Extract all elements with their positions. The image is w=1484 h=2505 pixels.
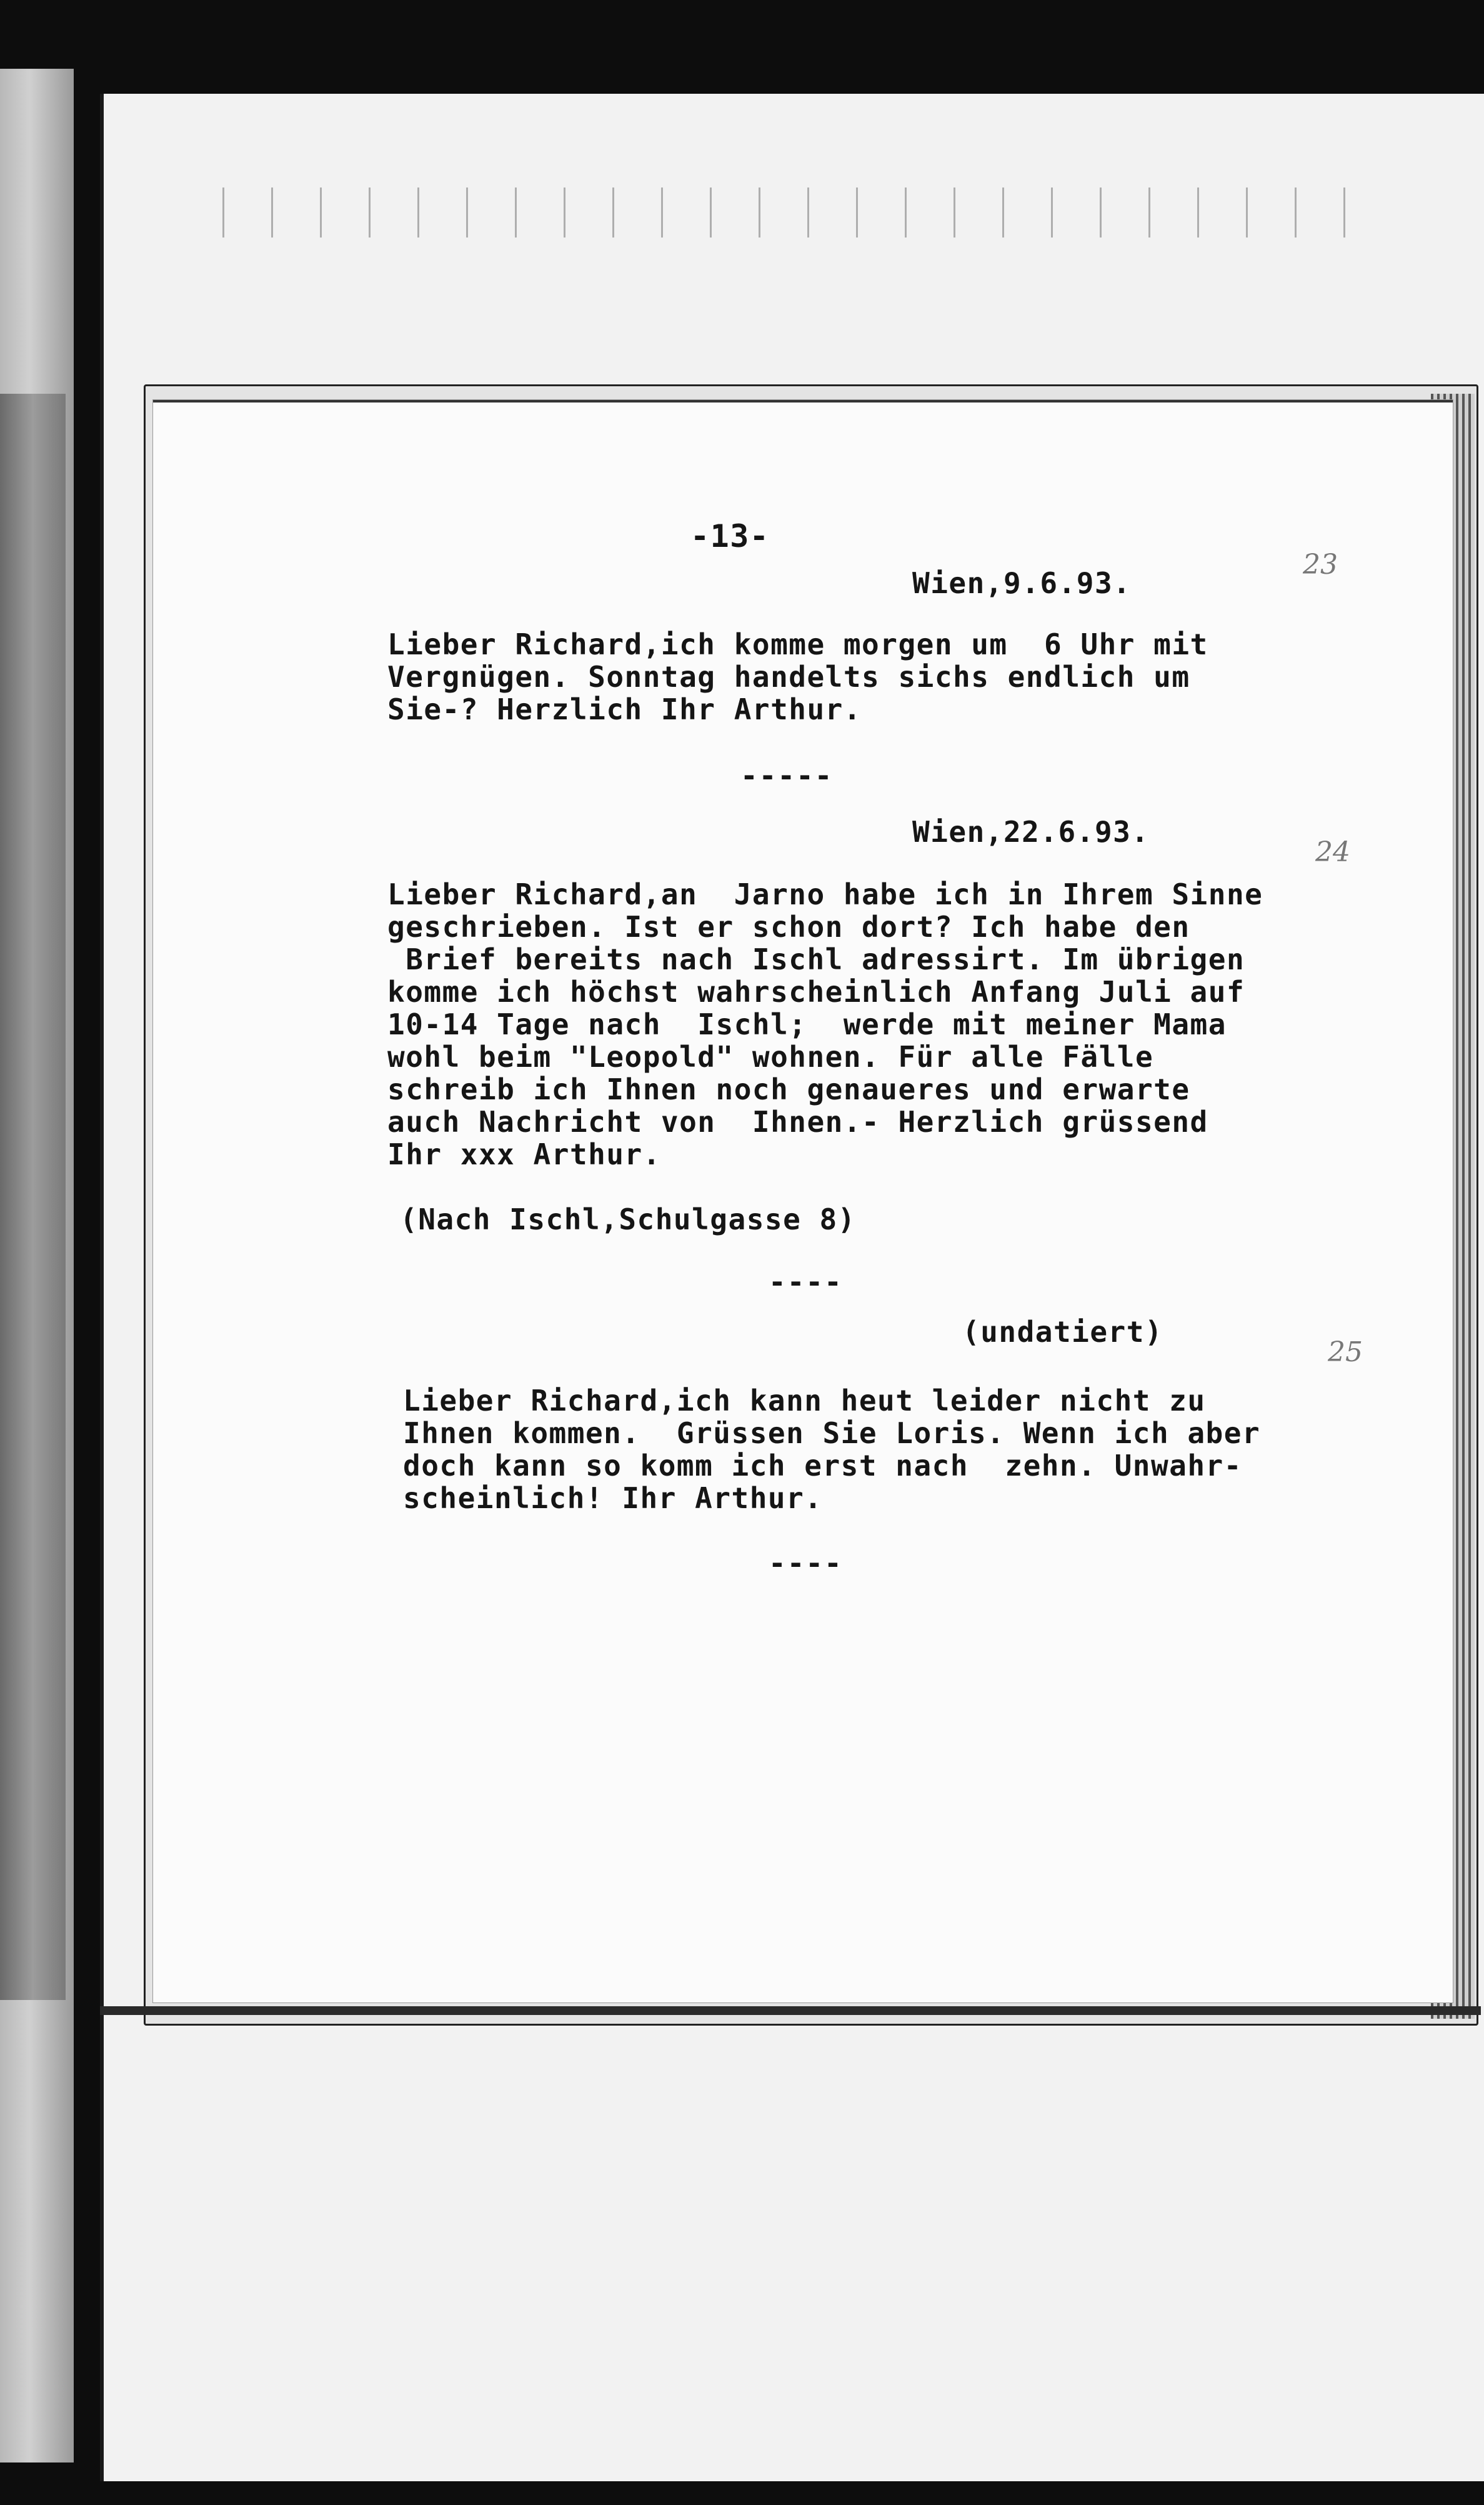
letter-2-line-1: Lieber Richard,an Jarno habe ich in Ihrem Sinne xyxy=(387,878,1263,911)
scanner-left-shadow xyxy=(0,394,66,2000)
letter-2-line-3: Brief bereits nach Ischl adressirt. Im übrigen xyxy=(387,942,1245,976)
letter-2-line-5: 10-14 Tage nach Ischl; werde mit meiner Mama xyxy=(387,1008,1227,1041)
letter-3-line-1: Lieber Richard,ich kann heut leider nicht zu xyxy=(403,1384,1206,1418)
letter-2-line-2: geschrieben. Ist er schon dort? Ich habe den xyxy=(387,910,1190,944)
letter-3-line-4: scheinlich! Ihr Arthur. xyxy=(403,1481,823,1515)
letter-1-line-3: Sie-? Herzlich Ihr Arthur. xyxy=(387,692,862,726)
archive-number-24: 24 xyxy=(1315,836,1350,868)
letter-3-line-3: doch kann so komm ich erst nach zehn. Unwahr- xyxy=(403,1449,1242,1482)
letter-1-line-2: Vergnügen. Sonntag handelts sichs endlich um xyxy=(387,660,1190,694)
letter-2-note: (Nach Ischl,Schulgasse 8) xyxy=(400,1202,856,1236)
letter-3-separator: ---- xyxy=(769,1546,843,1580)
letter-3-date: (undatiert) xyxy=(962,1315,1163,1349)
page-number: -13- xyxy=(690,518,770,554)
letter-2-date: Wien,22.6.93. xyxy=(912,815,1150,849)
letter-2-line-9: Ihr xxx Arthur. xyxy=(387,1138,661,1171)
letter-2-line-6: wohl beim "Leopold" wohnen. Für alle Fälle xyxy=(387,1040,1154,1074)
archive-number-23: 23 xyxy=(1303,549,1338,581)
letter-2-line-7: schreib ich Ihnen noch genaueres und erwarte xyxy=(387,1072,1190,1106)
letter-2-separator: ---- xyxy=(769,1265,843,1299)
bleed-through-marks xyxy=(200,188,1387,238)
letter-3-line-2: Ihnen kommen. Grüssen Sie Loris. Wenn ich aber xyxy=(403,1416,1261,1450)
letter-1-line-1: Lieber Richard,ich komme morgen um 6 Uhr mit xyxy=(387,628,1208,661)
archive-number-25: 25 xyxy=(1328,1336,1363,1368)
lower-sheet-edge xyxy=(100,2006,1481,2015)
letter-2-line-8: auch Nachricht von Ihnen.- Herzlich grüssend xyxy=(387,1105,1208,1139)
letter-1-separator: ----- xyxy=(740,759,834,792)
letter-1-date: Wien,9.6.93. xyxy=(912,566,1132,600)
letter-2-line-4: komme ich höchst wahrscheinlich Anfang Juli auf xyxy=(387,975,1245,1009)
typed-page xyxy=(153,400,1453,2002)
